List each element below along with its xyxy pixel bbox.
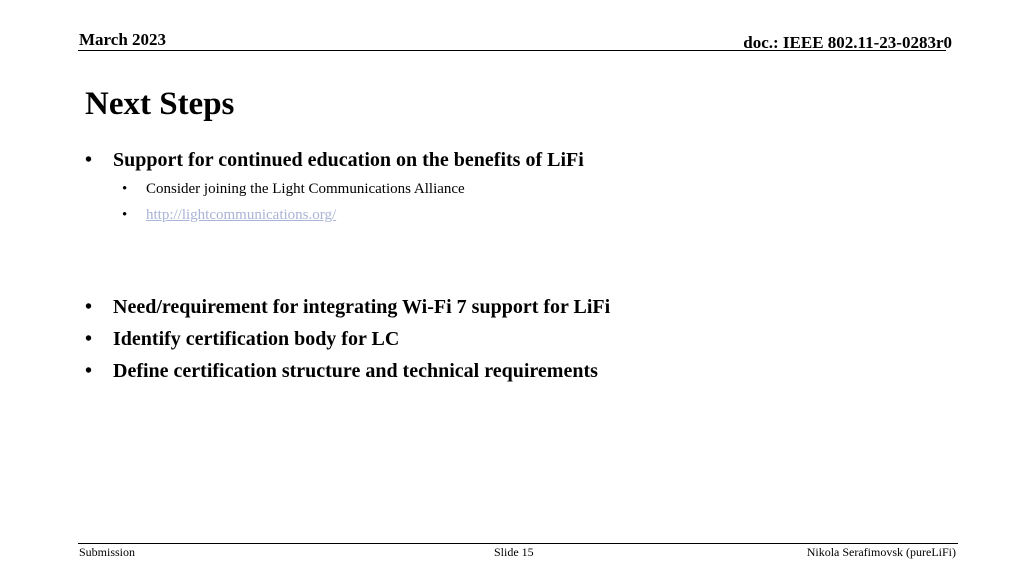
- bullet-icon: •: [85, 149, 93, 171]
- footer-divider: [78, 543, 958, 544]
- bullet-text: Define certification structure and technical requirements: [113, 360, 598, 382]
- footer-author: Nikola Serafimovsk (pureLiFi): [806, 545, 956, 559]
- header-date: March 2023: [79, 30, 167, 49]
- footer-submission: Submission: [79, 545, 136, 559]
- header-divider: [78, 50, 946, 51]
- sub-bullet-icon: •: [122, 181, 128, 197]
- sub-bullet-text: Consider joining the Light Communications Alliance: [146, 181, 465, 197]
- bullet-icon: •: [85, 328, 93, 350]
- bullet-icon: •: [85, 296, 93, 318]
- bullet-text: Identify certification body for LC: [113, 328, 400, 350]
- header-doc-id: doc.: IEEE 802.11-23-0283r0: [743, 33, 952, 52]
- bullet-text: Need/requirement for integrating Wi-Fi 7 support for LiFi: [113, 296, 611, 318]
- slide-title: Next Steps: [85, 86, 235, 122]
- footer-slide-number: Slide 15: [494, 545, 534, 559]
- lightcommunications-link[interactable]: http://lightcommunications.org/: [146, 207, 337, 223]
- bullet-icon: •: [85, 360, 93, 382]
- bullet-text: Support for continued education on the benefits of LiFi: [113, 149, 584, 171]
- sub-bullet-icon: •: [122, 207, 128, 223]
